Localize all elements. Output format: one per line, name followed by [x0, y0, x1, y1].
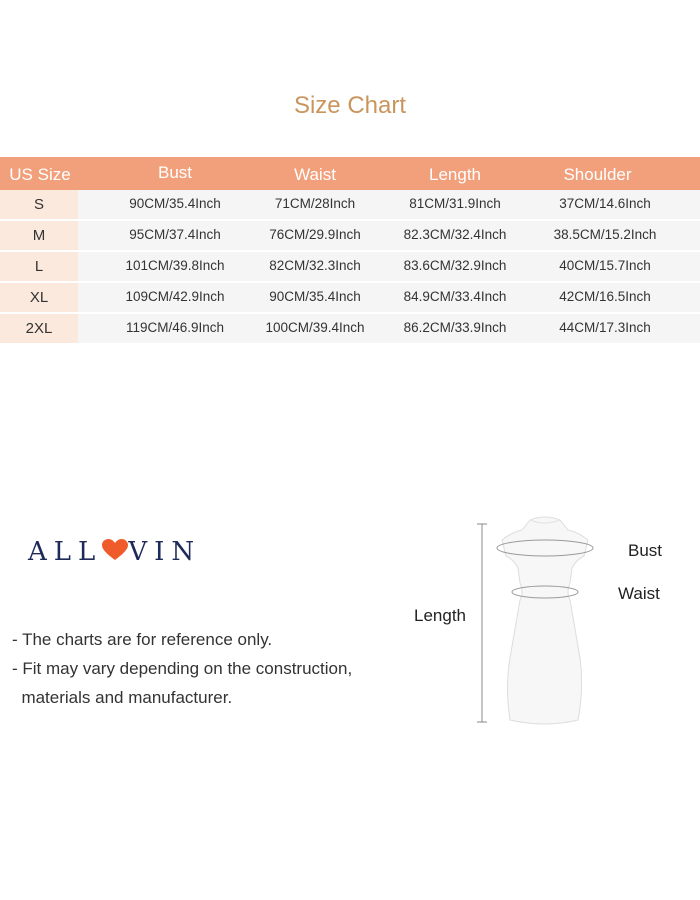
table-row [0, 314, 700, 345]
waist-cell: 71CM/28Inch [274, 196, 356, 211]
size-cell: L [0, 252, 78, 281]
shoulder-cell: 40CM/15.7Inch [559, 258, 651, 273]
table-row [0, 190, 700, 221]
dress-diagram [460, 508, 620, 738]
size-cell: XL [0, 283, 78, 312]
size-table [0, 157, 700, 345]
heart-icon [102, 537, 128, 567]
logo-text-start: ALL [28, 537, 103, 567]
brand-logo [28, 537, 201, 567]
note-line: - Fit may vary depending on the construction, [12, 659, 353, 678]
notes [12, 625, 352, 712]
length-cell: 86.2CM/33.9Inch [403, 320, 507, 335]
header-shoulder: Shoulder [563, 165, 632, 184]
bust-label: Bust [628, 541, 663, 560]
bust-cell: 95CM/37.4Inch [129, 227, 221, 242]
note-line: materials and manufacturer. [12, 688, 233, 707]
header-length: Length [429, 165, 481, 184]
header-waist: Waist [294, 165, 336, 184]
table-header [0, 157, 700, 190]
bust-cell: 119CM/46.9Inch [125, 320, 225, 335]
waist-cell: 90CM/35.4Inch [269, 289, 361, 304]
shoulder-cell: 37CM/14.6Inch [559, 196, 651, 211]
length-cell: 81CM/31.9Inch [409, 196, 501, 211]
table-row [0, 221, 700, 252]
table-row [0, 252, 700, 283]
length-cell: 82.3CM/32.4Inch [403, 227, 507, 242]
size-cell: M [0, 221, 78, 250]
shoulder-cell: 44CM/17.3Inch [559, 320, 651, 335]
table-row [0, 283, 700, 314]
header-us-size: US Size [9, 165, 71, 184]
waist-label: Waist [618, 584, 660, 603]
bust-cell: 90CM/35.4Inch [129, 196, 221, 211]
length-label: Length [414, 606, 466, 625]
logo-text-end: VIN [128, 537, 202, 567]
bust-cell: 101CM/39.8Inch [125, 258, 225, 273]
length-cell: 84.9CM/33.4Inch [403, 289, 507, 304]
waist-cell: 82CM/32.3Inch [269, 258, 361, 273]
shoulder-cell: 38.5CM/15.2Inch [553, 227, 657, 242]
bust-cell: 109CM/42.9Inch [125, 289, 225, 304]
size-cell: S [0, 190, 78, 219]
length-cell: 83.6CM/32.9Inch [403, 258, 507, 273]
shoulder-cell: 42CM/16.5Inch [559, 289, 651, 304]
dress-illustration [460, 508, 620, 738]
waist-cell: 76CM/29.9Inch [269, 227, 361, 242]
waist-cell: 100CM/39.4Inch [265, 320, 365, 335]
header-bust: Bust [157, 163, 193, 182]
page-title: Size Chart [293, 92, 407, 119]
note-line: - The charts are for reference only. [12, 630, 273, 649]
size-cell: 2XL [0, 314, 78, 343]
